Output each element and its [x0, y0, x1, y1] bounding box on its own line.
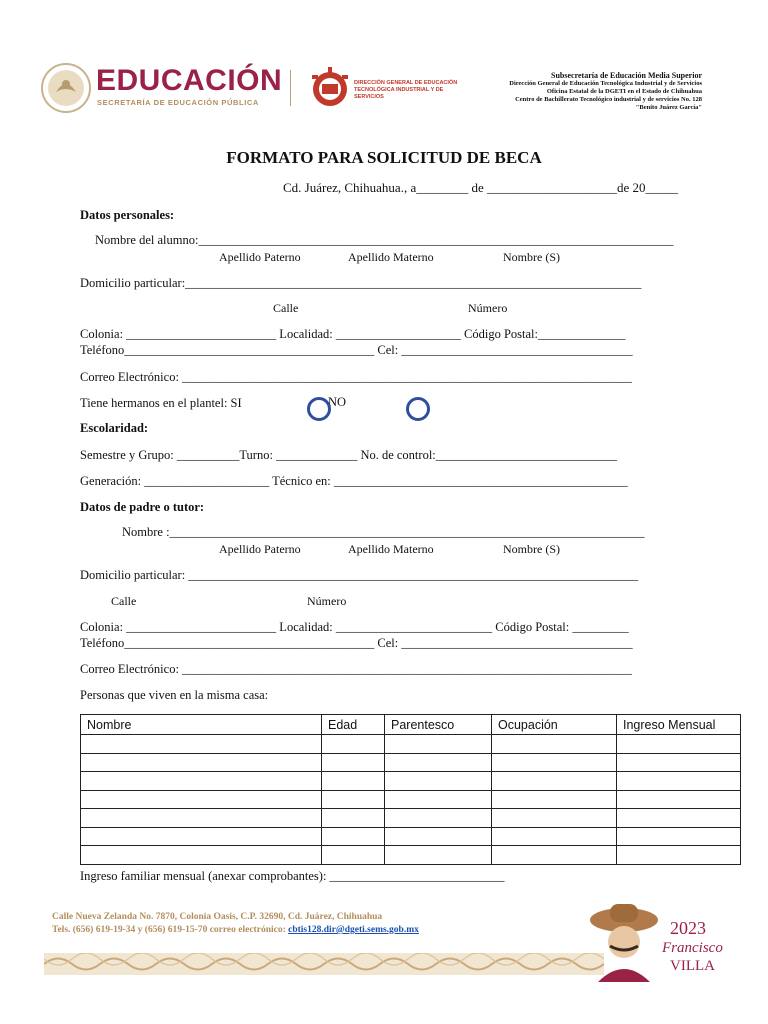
no-radio[interactable]	[406, 397, 430, 421]
student-phone-field[interactable]: Teléfono________________________________________ Cel: _____________________________________	[80, 343, 633, 357]
table-row	[81, 846, 741, 865]
parent-colonia-field[interactable]: Colonia: ________________________ Localidad: _________________________ Código Postal: _________	[80, 620, 629, 634]
table-cell[interactable]	[81, 735, 322, 754]
table-row	[81, 753, 741, 772]
sep-subtitle: SECRETARÍA DE EDUCACIÓN PÚBLICA	[97, 98, 259, 107]
table-row	[81, 827, 741, 846]
parent-email-field[interactable]: Correo Electrónico: ________________________________________________________________________	[80, 662, 633, 676]
table-row	[81, 790, 741, 809]
table-cell[interactable]	[492, 753, 617, 772]
header-line-1: Subsecretaría de Educación Media Superior	[551, 71, 702, 80]
parent-phone-field[interactable]: Teléfono________________________________________ Cel: _____________________________________	[80, 636, 633, 650]
header-line-4: Centro de Bachillerato Tecnológico industrial y de servicios No. 128	[515, 96, 702, 103]
col-ocupacion: Ocupación	[492, 715, 617, 735]
table-cell[interactable]	[492, 735, 617, 754]
table-cell[interactable]	[617, 753, 741, 772]
dgeti-line-2: TECNOLÓGICA INDUSTRIAL Y DE SERVICIOS	[354, 87, 444, 100]
table-cell[interactable]	[322, 790, 385, 809]
escolaridad-heading: Escolaridad:	[80, 421, 149, 435]
sub-numero: Número	[468, 301, 508, 315]
table-cell[interactable]	[617, 846, 741, 865]
parent-sub-apellido-paterno: Apellido Paterno	[219, 542, 301, 556]
footer-contact	[52, 911, 419, 937]
table-cell[interactable]	[492, 772, 617, 791]
table-cell[interactable]	[81, 809, 322, 828]
parent-sub-apellido-materno: Apellido Materno	[348, 542, 434, 556]
table-cell[interactable]	[492, 809, 617, 828]
table-cell[interactable]	[322, 772, 385, 791]
decorative-band	[44, 953, 604, 975]
table-header-row	[81, 715, 741, 735]
parent-heading: Datos de padre o tutor:	[80, 500, 205, 514]
table-cell[interactable]	[385, 772, 492, 791]
table-cell[interactable]	[385, 809, 492, 828]
table-cell[interactable]	[385, 753, 492, 772]
francisco-villa-logo	[586, 898, 736, 982]
student-name-field[interactable]: Nombre del alumno:____________________________________________________________________________	[95, 233, 674, 247]
col-parentesco: Parentesco	[385, 715, 492, 735]
student-address-field[interactable]: Domicilio particular:_________________________________________________________________________	[80, 276, 642, 290]
villa-year: 2023	[670, 918, 706, 938]
table-cell[interactable]	[81, 753, 322, 772]
sub-calle: Calle	[273, 301, 299, 315]
table-cell[interactable]	[385, 735, 492, 754]
parent-sub-calle: Calle	[111, 594, 137, 608]
villa-line1: Francisco	[662, 940, 723, 956]
table-cell[interactable]	[492, 846, 617, 865]
table-cell[interactable]	[322, 735, 385, 754]
table-cell[interactable]	[617, 772, 741, 791]
dgeti-line-1: DIRECCIÓN GENERAL DE EDUCACIÓN	[354, 80, 458, 86]
villa-line2: VILLA	[670, 958, 715, 974]
generacion-field[interactable]: Generación: ____________________ Técnico en: _______________________________________________	[80, 474, 628, 488]
table-cell[interactable]	[322, 827, 385, 846]
siblings-question: Tiene hermanos en el plantel: SI	[80, 396, 242, 410]
sub-apellido-paterno: Apellido Paterno	[219, 250, 301, 264]
parent-address-field[interactable]: Domicilio particular: ________________________________________________________________________	[80, 568, 639, 582]
semestre-field[interactable]: Semestre y Grupo: __________Turno: _____________ No. de control:_____________________________	[80, 448, 618, 462]
household-table	[80, 714, 741, 865]
personal-heading: Datos personales:	[80, 208, 175, 222]
table-cell[interactable]	[385, 846, 492, 865]
no-label: NO	[328, 395, 347, 409]
form-title: FORMATO PARA SOLICITUD DE BECA	[226, 148, 542, 167]
table-cell[interactable]	[322, 846, 385, 865]
table-row	[81, 772, 741, 791]
si-radio[interactable]	[307, 397, 331, 421]
header-line-3: Oficina Estatal de la DGETI en el Estado de Chihuahua	[546, 88, 702, 95]
student-email-field[interactable]: Correo Electrónico: ________________________________________________________________________	[80, 370, 633, 384]
footer-address: Calle Nueva Zelanda No. 7870, Colonia Oasis, C.P. 32690, Cd. Juárez, Chihuahua	[52, 912, 383, 922]
date-line[interactable]: Cd. Juárez, Chihuahua., a________ de ____________________de 20_____	[283, 180, 679, 195]
table-cell[interactable]	[385, 827, 492, 846]
table-cell[interactable]	[322, 809, 385, 828]
table-cell[interactable]	[81, 772, 322, 791]
parent-sub-nombre: Nombre (S)	[503, 542, 560, 556]
household-label: Personas que viven en la misma casa:	[80, 688, 269, 702]
table-row	[81, 809, 741, 828]
educacion-logo: EDUCACIÓN	[96, 64, 283, 97]
dgeti-gear-icon	[310, 65, 350, 111]
table-cell[interactable]	[617, 735, 741, 754]
mexico-seal-icon	[40, 62, 92, 114]
header-line-2: Dirección General de Educación Tecnológica Industrial y de Servicios	[509, 80, 702, 87]
table-cell[interactable]	[617, 827, 741, 846]
footer-phones-line	[52, 924, 419, 937]
header-divider	[290, 70, 291, 106]
family-income-field[interactable]: Ingreso familiar mensual (anexar comprobantes): ____________________________	[80, 869, 505, 883]
table-row	[81, 735, 741, 754]
table-cell[interactable]	[322, 753, 385, 772]
table-cell[interactable]	[81, 790, 322, 809]
table-cell[interactable]	[617, 809, 741, 828]
table-cell[interactable]	[492, 827, 617, 846]
col-nombre: Nombre	[81, 715, 322, 735]
table-cell[interactable]	[492, 790, 617, 809]
table-cell[interactable]	[81, 846, 322, 865]
header-institution	[442, 72, 702, 112]
footer-email-link[interactable]: cbtis128.dir@dgeti.sems.gob.mx	[288, 925, 419, 935]
sub-apellido-materno: Apellido Materno	[348, 250, 434, 264]
parent-sub-numero: Número	[307, 594, 347, 608]
sub-nombre: Nombre (S)	[503, 250, 560, 264]
parent-name-field[interactable]: Nombre :____________________________________________________________________________	[122, 525, 645, 539]
table-cell[interactable]	[81, 827, 322, 846]
table-cell[interactable]	[617, 790, 741, 809]
table-cell[interactable]	[385, 790, 492, 809]
footer-phones: Tels. (656) 619-19-34 y (656) 619-15-70 correo electrónico:	[52, 925, 289, 935]
student-colonia-field[interactable]: Colonia: ________________________ Localidad: ____________________ Código Postal:______________	[80, 327, 626, 341]
col-edad: Edad	[322, 715, 385, 735]
header-line-5: "Benito Juárez García"	[635, 104, 702, 111]
col-ingreso: Ingreso Mensual	[617, 715, 741, 735]
